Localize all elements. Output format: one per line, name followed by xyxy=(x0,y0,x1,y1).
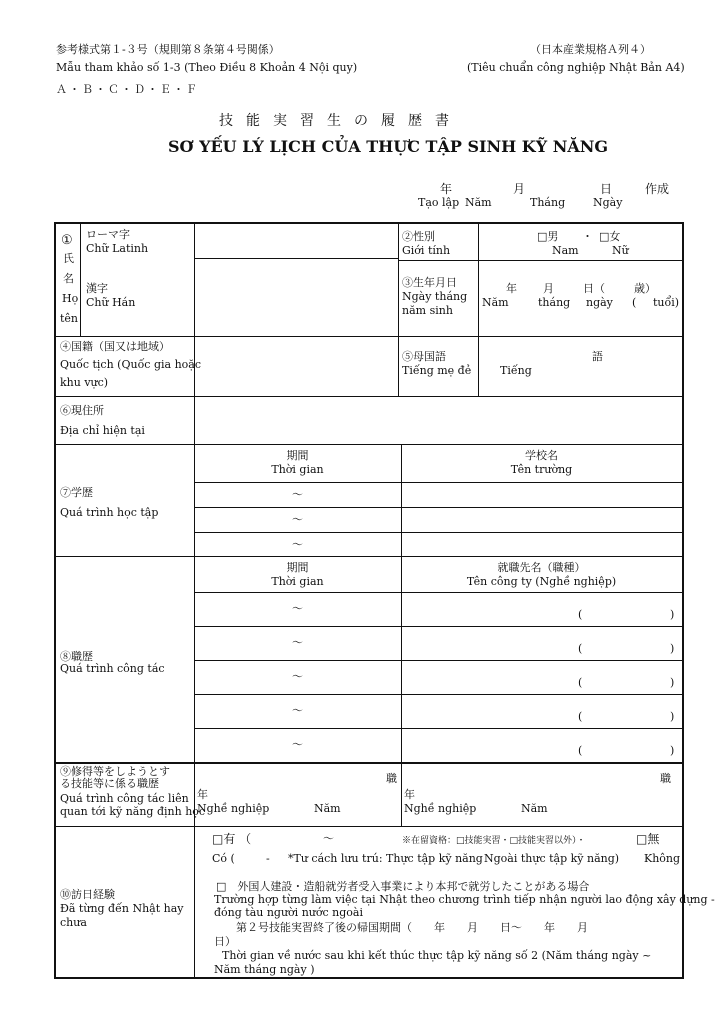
divider xyxy=(56,336,682,337)
related-job-vn: Nghề nghiệp xyxy=(404,802,477,815)
related-job-vn: Nghề nghiệp xyxy=(197,802,270,815)
divider xyxy=(194,258,398,259)
work-label-vn: Quá trình công tác xyxy=(60,662,165,675)
work-row-period: ～ xyxy=(292,738,303,751)
female-label-vn: Nữ xyxy=(612,244,629,257)
school-header-jp: 学校名 xyxy=(525,449,558,462)
name-label-jp2: 名 xyxy=(63,272,74,285)
return-period-vn1: Thời gian về nước sau khi kết thúc thực tập kỹ năng số 2 (Năm tháng ngày ~ xyxy=(222,949,652,962)
work-period-header-jp: 期間 xyxy=(286,561,309,574)
divider xyxy=(80,224,81,336)
related-label-vn1: Quá trình công tác liên xyxy=(60,792,189,805)
company-header-jp: 就職先名（職種） xyxy=(497,561,586,574)
education-period-header-jp: 期間 xyxy=(286,449,309,462)
work-paren-close: ) xyxy=(670,710,675,723)
date-made-jp: 作成 xyxy=(645,182,670,196)
nationality-label-vn1: Quốc tịch (Quốc gia hoặc xyxy=(60,358,201,371)
work-period-header-vn: Thời gian xyxy=(271,575,324,588)
birth-year-jp: 年 xyxy=(506,282,517,295)
birth-month-jp: 月 xyxy=(543,282,554,295)
mother-tongue-label-vn: Tiếng mẹ đẻ xyxy=(402,364,472,377)
construction-note-vn1: Trường hợp từng làm việc tại Nhật theo chương trình tiếp nhận người lao động xây dựng - xyxy=(214,893,715,906)
divider xyxy=(194,660,682,661)
date-year-jp: 年 xyxy=(440,182,453,196)
gender-label-jp: ②性別 xyxy=(402,230,435,243)
work-paren-open: ( xyxy=(578,744,583,757)
birth-label-vn1: Ngày tháng xyxy=(402,290,468,303)
form-ref-jp: 参考様式第１-３号（規則第８条第４号関係） xyxy=(56,43,280,56)
work-row-period: ～ xyxy=(292,636,303,649)
education-row-period: ～ xyxy=(292,538,303,551)
divider xyxy=(194,482,682,483)
gender-separator: ・ xyxy=(582,230,593,243)
standard-vn: (Tiêu chuẩn công nghiệp Nhật Bản A4) xyxy=(467,61,685,74)
related-year-jp: 年 xyxy=(404,788,415,801)
birth-label-jp: ③生年月日 xyxy=(402,276,457,289)
divider xyxy=(194,694,682,695)
nationality-label-jp: ④国籍（国又は地域） xyxy=(60,340,170,353)
school-header-vn: Tên trường xyxy=(510,463,573,476)
divider xyxy=(56,396,682,397)
kanji-label-jp: 漢字 xyxy=(86,282,108,295)
related-job-jp: 職 xyxy=(660,772,671,785)
female-checkbox[interactable]: □女 xyxy=(599,230,621,243)
date-month-vn: Tháng xyxy=(530,196,566,209)
education-period-header-vn: Thời gian xyxy=(271,463,324,476)
visit-dash: - xyxy=(266,852,270,865)
related-job-jp: 職 xyxy=(386,772,397,785)
visit-label-vn1: Đã từng đến Nhật hay xyxy=(60,902,184,915)
education-label-jp: ⑦学歴 xyxy=(60,486,93,499)
latin-label-jp: ローマ字 xyxy=(86,228,130,241)
visit-status-options[interactable]: ※在留資格：□技能実習・□技能実習以外）・ xyxy=(402,836,586,846)
education-label-vn: Quá trình học tập xyxy=(60,506,159,519)
birth-month-vn: tháng xyxy=(538,296,571,309)
date-day-vn: Ngày xyxy=(593,196,623,209)
work-paren-open: ( xyxy=(578,676,583,689)
mother-tongue-label-jp: ⑤母国語 xyxy=(402,350,446,363)
title-jp: 技能実習生の履歴書 xyxy=(219,113,462,129)
birth-day-jp: 日（ xyxy=(583,282,605,295)
return-period-vn2: Năm tháng ngày ) xyxy=(214,963,315,976)
work-row-period: ～ xyxy=(292,670,303,683)
latin-label-vn: Chữ Latinh xyxy=(86,242,149,255)
address-label-vn: Địa chỉ hiện tại xyxy=(60,424,145,437)
construction-note-vn2: đóng tàu người nước ngoài xyxy=(214,906,363,919)
work-label-jp: ⑧職歴 xyxy=(60,650,93,663)
visit-yes-checkbox[interactable]: □有 （ xyxy=(212,832,252,846)
birth-paren-vn: ( xyxy=(632,296,637,309)
company-header-vn: Tên công ty (Nghề nghiệp) xyxy=(466,575,617,588)
divider xyxy=(194,224,195,977)
divider xyxy=(398,224,399,396)
education-row-period: ～ xyxy=(292,488,303,501)
visit-label-vn2: chưa xyxy=(60,916,87,929)
work-paren-open: ( xyxy=(578,608,583,621)
visit-other-status-vn: Ngoài thực tập kỹ năng) xyxy=(484,852,620,865)
gender-label-vn: Giới tính xyxy=(402,244,451,257)
related-year-vn: Năm xyxy=(521,802,548,815)
work-paren-open: ( xyxy=(578,710,583,723)
divider xyxy=(194,728,682,729)
visit-status-vn: *Tư cách lưu trú: Thực tập kỹ năng xyxy=(288,852,483,865)
visit-period-tilde: ～ xyxy=(323,832,334,845)
divider xyxy=(56,444,682,445)
divider xyxy=(401,444,402,762)
date-year-vn: Năm xyxy=(465,196,492,209)
visit-label-jp: ⑩訪日経験 xyxy=(60,888,115,901)
work-paren-open: ( xyxy=(578,642,583,655)
divider xyxy=(398,260,682,261)
birth-label-vn2: năm sinh xyxy=(402,304,453,317)
divider xyxy=(56,556,682,557)
birth-age-jp: 歳） xyxy=(634,282,656,295)
related-label-jp2: る技能等に係る職歴 xyxy=(60,777,159,790)
divider xyxy=(194,626,682,627)
form-ref-vn: Mẫu tham khảo số 1-3 (Theo Điều 8 Khoản 4 Nội quy) xyxy=(56,61,358,74)
divider xyxy=(478,224,479,396)
work-paren-close: ) xyxy=(670,744,675,757)
birth-day-vn: ngày xyxy=(586,296,613,309)
construction-checkbox[interactable]: □ 外国人建設・造船就労者受入事業により本邦で就労したことがある場合 xyxy=(216,880,590,893)
divider xyxy=(194,507,682,508)
date-prefix-vn: Tạo lập xyxy=(418,196,460,209)
date-day-jp: 日 xyxy=(600,182,613,196)
education-row-period: ～ xyxy=(292,513,303,526)
male-checkbox[interactable]: □男 xyxy=(537,230,559,243)
visit-no-checkbox[interactable]: □無 xyxy=(636,832,660,846)
visit-no-vn: Không xyxy=(644,852,681,865)
language-prefix-vn: Tiếng xyxy=(500,364,532,377)
visit-yes-vn: Có ( xyxy=(212,852,235,865)
name-label-vn1: Họ xyxy=(62,292,79,305)
kanji-label-vn: Chữ Hán xyxy=(86,296,136,309)
name-label-vn2: tên xyxy=(60,312,79,325)
return-period-jp-end: 日） xyxy=(214,935,236,948)
related-label-jp1: ⑨修得等をしようとす xyxy=(60,765,170,778)
resume-form xyxy=(54,222,715,979)
work-row-period: ～ xyxy=(292,602,303,615)
work-paren-close: ) xyxy=(670,608,675,621)
related-year-vn: Năm xyxy=(314,802,341,815)
work-paren-close: ) xyxy=(670,676,675,689)
name-number: ① xyxy=(61,233,73,248)
name-label-jp1: 氏 xyxy=(63,252,74,265)
divider xyxy=(56,826,682,827)
related-year-jp: 年 xyxy=(197,788,208,801)
work-row-period: ～ xyxy=(292,704,303,717)
divider xyxy=(194,592,682,593)
birth-year-vn: Năm xyxy=(482,296,509,309)
divider xyxy=(56,762,682,764)
form-levels: Ａ・Ｂ・Ｃ・Ｄ・Ｅ・Ｆ xyxy=(56,83,199,96)
title-vn: SƠ YẾU LÝ LỊCH CỦA THỰC TẬP SINH KỸ NĂNG xyxy=(168,137,609,156)
work-paren-close: ) xyxy=(670,642,675,655)
date-month-jp: 月 xyxy=(513,182,526,196)
male-label-vn: Nam xyxy=(552,244,579,257)
address-label-jp: ⑥現住所 xyxy=(60,404,104,417)
return-period-jp: 第２号技能実習終了後の帰国期間（ 年 月 日～ 年 月 xyxy=(236,921,588,934)
nationality-label-vn2: khu vực) xyxy=(60,376,109,389)
standard-jp: （日本産業規格Ａ列４） xyxy=(530,43,651,56)
related-label-vn2: quan tới kỹ năng định học xyxy=(60,805,206,818)
divider xyxy=(194,532,682,533)
divider xyxy=(401,762,402,826)
language-suffix-jp: 語 xyxy=(592,350,603,363)
birth-age-vn: tuổi) xyxy=(653,296,680,309)
